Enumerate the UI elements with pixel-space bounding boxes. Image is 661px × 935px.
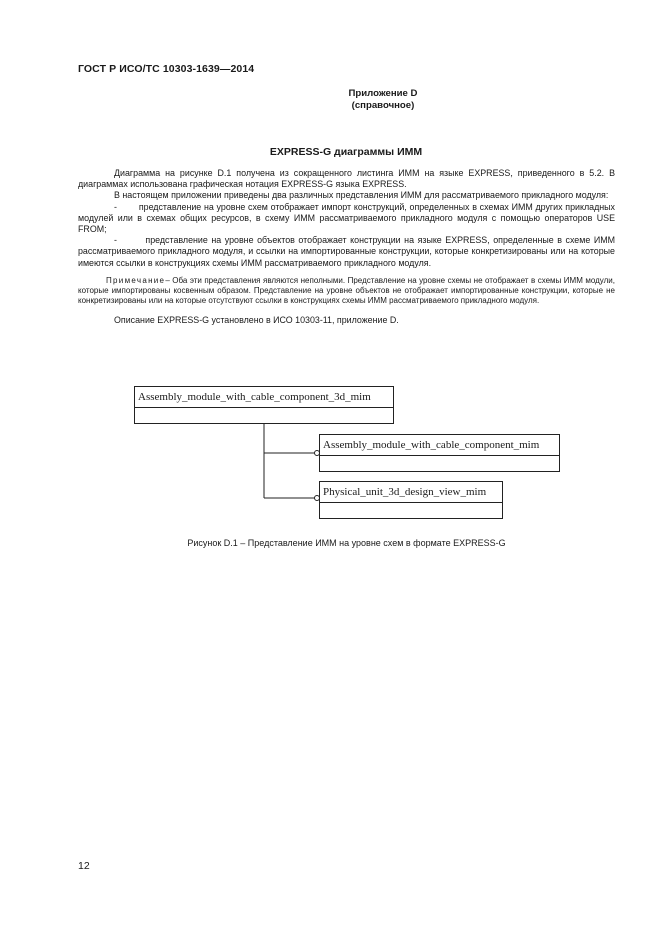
section-title: EXPRESS-G диаграммы ИММ (269, 146, 423, 158)
paragraph-representations: В настоящем приложении приведены два различных представления ИММ для рассматриваемого прикладного модуля: (114, 190, 609, 201)
appendix-type: (справочное) (351, 100, 415, 111)
schema-box-imported-2 (319, 481, 503, 519)
figure-caption: Рисунок D.1 – Представление ИММ на уровне схем в формате EXPRESS-G (187, 538, 506, 548)
bullet-mark: - (114, 235, 117, 246)
page-number: 12 (78, 860, 90, 872)
appendix-title: Приложение D (348, 88, 418, 99)
bullet-mark: - (114, 201, 117, 212)
schema-name: Physical_unit_3d_design_view_mim (320, 482, 502, 503)
paragraph-reference: Описание EXPRESS-G установлено в ИСО 10303-11, приложение D. (114, 315, 399, 326)
document-header: ГОСТ Р ИСО/ТС 10303-1639—2014 (78, 63, 255, 75)
schema-name: Assembly_module_with_cable_component_mim (320, 435, 559, 456)
schema-box-imported-1 (319, 434, 560, 472)
schema-box-main (134, 386, 394, 424)
bullet-text: представление на уровне схем отображает импорт конструкций, определенных в схемах ИММ других прикладных модулей или в схемах общих ресурсов, в схему ИММ рассматриваемого прикладного модуля с помощью операторов USE FROM; (78, 201, 615, 235)
note-label: Примечание (106, 275, 166, 285)
bullet-text: представление на уровне объектов отображает конструкции на языке EXPRESS, определенные в схеме ИММ рассматриваемого прикладного модуля, и ссылки на импортированные конструкции, которые конкретизированы или на которые имеются ссылки в конструкциях схемы ИММ рассматриваемого прикладного модуля. (78, 235, 615, 268)
note-text: – Оба эти представления являются неполными. Представление на уровне схемы не отображает в схемы ИММ модули, которые импортированы косвенным образом. Представление на уровне объектов не отображает импортированные конструкции, которые не конкретизированы или на которые отсутствуют ссылки в конструкциях схемы ИММ рассматриваемого прикладного модуля. (78, 275, 615, 306)
paragraph-intro: Диаграмма на рисунке D.1 получена из сокращенного листинга ИММ на языке EXPRESS, приведенного в 5.2. В диаграммах использована графическая нотация EXPRESS-G языка EXPRESS. (78, 168, 615, 190)
schema-name: Assembly_module_with_cable_component_3d_mim (135, 387, 393, 408)
